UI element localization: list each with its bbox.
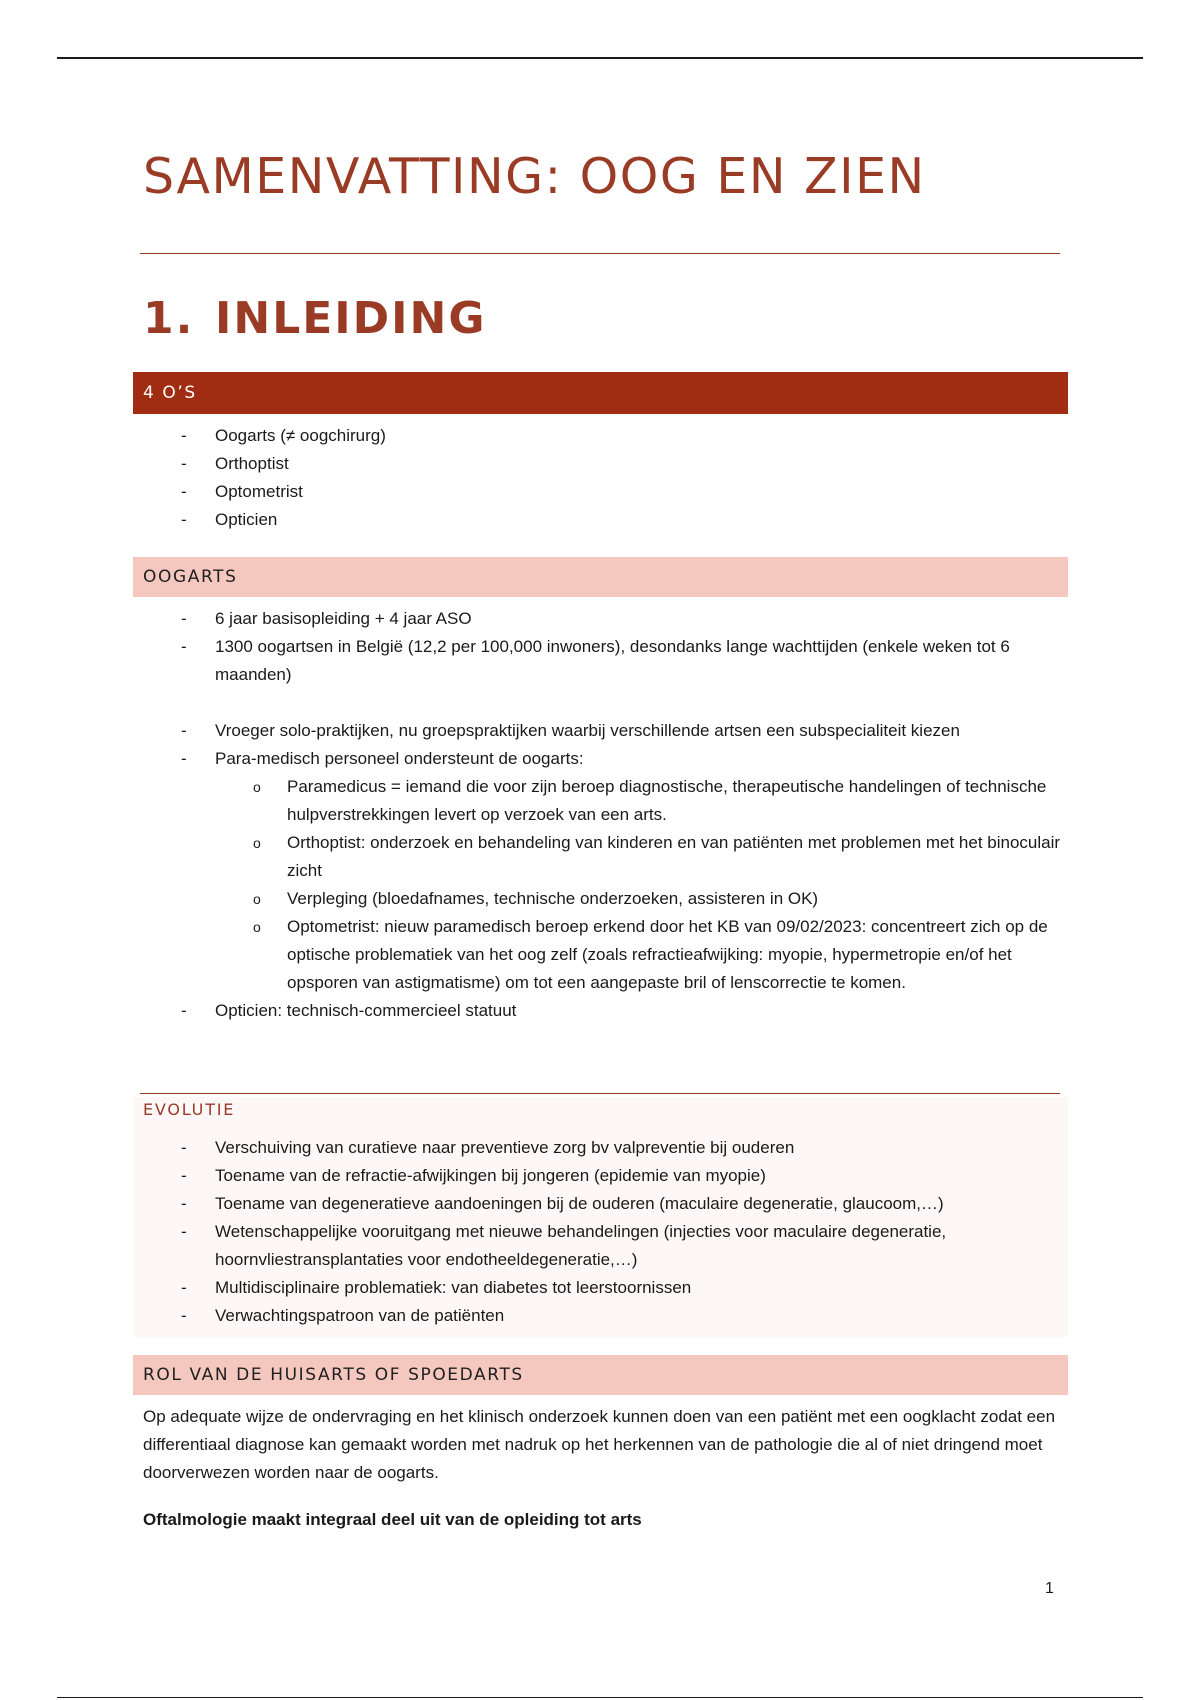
list-item: - Opticien: technisch-commercieel statuut xyxy=(133,997,1063,1025)
document-title: SAMENVATTING: OOG EN ZIEN xyxy=(143,148,926,205)
evolutie-rule xyxy=(140,1093,1060,1094)
list-item: - Orthoptist xyxy=(133,450,1063,478)
sub-list-container xyxy=(133,773,1063,997)
list-item: - Multidisciplinaire problematiek: van diabetes tot leerstoornissen xyxy=(133,1274,1063,1302)
title-underline xyxy=(140,253,1060,254)
chapter-heading xyxy=(143,293,487,344)
list-spacer xyxy=(133,689,1063,717)
paramedical-sub-list xyxy=(215,773,1063,997)
list-item: - Oogarts (≠ oogchirurg) xyxy=(133,422,1063,450)
sub-list-item: o Paramedicus = iemand die voor zijn beroep diagnostische, therapeutische handelingen of technische hulpverstrekkingen levert op verzoek van een arts. xyxy=(215,773,1063,829)
page-number: 1 xyxy=(1045,1580,1054,1597)
list-item: - Verschuiving van curatieve naar preventieve zorg bv valpreventie bij ouderen xyxy=(133,1134,1063,1162)
four-os-list xyxy=(133,422,1063,534)
list-item: - Toename van degeneratieve aandoeningen bij de ouderen (maculaire degeneratie, glaucoom,…) xyxy=(133,1190,1063,1218)
evolutie-list xyxy=(133,1134,1063,1330)
section-heading-oogarts: OOGARTS xyxy=(133,557,1068,597)
list-item: - Opticien xyxy=(133,506,1063,534)
list-item: - Toename van de refractie-afwijkingen bij jongeren (epidemie van myopie) xyxy=(133,1162,1063,1190)
sub-list-item: o Verpleging (bloedafnames, technische onderzoeken, assisteren in OK) xyxy=(215,885,1063,913)
list-item: - Vroeger solo-praktijken, nu groepspraktijken waarbij verschillende artsen een subspecialiteit kiezen xyxy=(133,717,1063,745)
list-item: - Wetenschappelijke vooruitgang met nieuwe behandelingen (injecties voor maculaire degeneratie, hoornvliestransplantaties voor endotheeldegeneratie,…) xyxy=(133,1218,1063,1274)
page-top-rule xyxy=(57,57,1143,59)
chapter-title: INLEIDING xyxy=(215,293,487,344)
list-item: - 1300 oogartsen in België (12,2 per 100,000 inwoners), desondanks lange wachttijden (enkele weken tot 6 maanden) xyxy=(133,633,1063,689)
section-heading-evolutie: EVOLUTIE xyxy=(143,1100,236,1119)
section-heading-huisarts: ROL VAN DE HUISARTS OF SPOEDARTS xyxy=(133,1355,1068,1395)
list-item: - Verwachtingspatroon van de patiënten xyxy=(133,1302,1063,1330)
section-heading-four-os: 4 O’S xyxy=(133,372,1068,414)
sub-list-item: o Orthoptist: onderzoek en behandeling van kinderen en van patiënten met problemen met het binoculair zicht xyxy=(215,829,1063,885)
list-item: - 6 jaar basisopleiding + 4 jaar ASO xyxy=(133,605,1063,633)
list-item: - Para-medisch personeel ondersteunt de oogarts: xyxy=(133,745,1063,773)
list-item: - Optometrist xyxy=(133,478,1063,506)
page-bottom-rule xyxy=(57,1697,1143,1698)
oogarts-list xyxy=(133,605,1063,1025)
huisarts-bold-statement: Oftalmologie maakt integraal deel uit van de opleiding tot arts xyxy=(143,1510,642,1529)
chapter-number: 1. xyxy=(143,293,195,344)
huisarts-paragraph: Op adequate wijze de ondervraging en het klinisch onderzoek kunnen doen van een patiënt met een oogklacht zodat een differentiaal diagnose kan gemaakt worden met nadruk op het herkennen van de pathologie die al of niet dringend moet doorverwezen worden naar de oogarts. xyxy=(143,1407,1056,1482)
sub-list-item: o Optometrist: nieuw paramedisch beroep erkend door het KB van 09/02/2023: concentreert zich op de optische problematiek van het oog zelf (zoals refractieafwijking: myopie, hypermetropie en/of het opsporen van astigmatisme) om tot een aangepaste bril of lenscorrectie te komen. xyxy=(215,913,1063,997)
